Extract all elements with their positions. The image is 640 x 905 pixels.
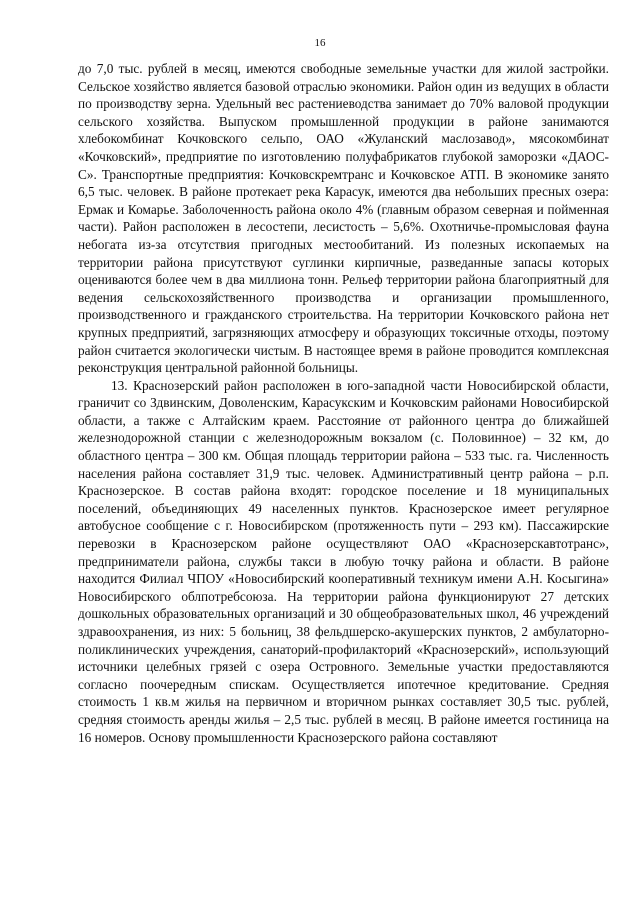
paragraph-kochkovsky-continuation: до 7,0 тыс. рублей в месяц, имеются свободные земельные участки для жилой застройки. Сельское хозяйство является базовой отраслью экономики. Район один из ведущих в области по производству зерна. Удельный вес растениеводства занимает до 70% валовой продукции сельского хозяйства. Выпуском промышленной продукции в районе занимаются хлебокомбинат Кочковского сельпо, ОАО «Жуланский маслозавод», мясокомбинат «Кочковский», предприятие по изготовлению полуфабрикатов глубокой заморозки «ДАОС-С». Транспортные предприятия: Кочковскремтранс и Кочковское АТП. В экономике занято 6,5 тыс. человек. В районе протекает река Карасук, имеются два небольших пресных озера: Ермак и Комарье. Заболоченность района около 4% (главным образом северная и пойменная части). Район расположен в лесостепи, лесистость – 5,6%. Охотничье-промысловая фауна небогата из-за отсутствия пригодных местообитаний. Из полезных ископаемых на территории района присутствуют суглинки кирпичные, разведанные запасы которых оцениваются более чем в два миллиона тонн. Рельеф территории района благоприятный для ведения сельскохозяйственного производства и организации промышленного, производственного и гражданского строительства. На территории Кочковского района нет крупных предприятий, загрязняющих атмосферу и образующих токсичные отходы, поэтому район считается экологически чистым. В настоящее время в районе проводится комплексная реконструкция центральной районной больницы. <box>78 61 609 376</box>
paragraph-krasnozersky-district: 13. Краснозерский район расположен в юго-западной части Новосибирской области, граничит со Здвинским, Доволенским, Карасукским и Кочковским районами Новосибирской области, а также с Алтайским краем. Расстояние от районного центра до ближайшей железнодорожной станции с железнодорожным вокзалом (с. Половинное) – 32 км, до областного центра – 300 км. Общая площадь территории района – 533 тыс. га. Численность населения района составляет 31,9 тыс. человек. Административный центр района – р.п. Краснозерское. В состав района входят: городское поселение и 18 муниципальных поселений, объединяющих 49 населенных пунктов. Краснозерское имеет регулярное автобусное сообщение с г. Новосибирском (протяженность пути – 293 км). Пассажирские перевозки в Краснозерском районе осуществляют ОАО «Краснозерскавтотранс», предприниматели района, службы такси в любую точку района и области. В районе находится Филиал ЧПОУ «Новосибирский кооперативный техникум имени А.Н. Косыгина» Новосибирского облпотребсоюза. На территории района функционируют 27 детских дошкольных образовательных организаций и 30 общеобразовательных школ, 46 учреждений здравоохранения, из них: 5 больниц, 38 фельдшерско-акушерских пунктов, 2 амбулаторно-поликлинических учреждения, санаторий-профилакторий «Краснозерский», использующий источники целебных грязей с озера Островного. Земельные участки предоставляются согласно поочередным спискам. Осуществляется ипотечное кредитование. Средняя стоимость 1 кв.м жилья на первичном и вторичном рынках составляет 30,5 тыс. рублей, средняя стоимость аренды жилья – 2,5 тыс. рублей в месяц. В районе имеется гостиница на 16 номеров. Основу промышленности Краснозерского района составляют <box>78 377 609 745</box>
page-number: 16 <box>314 37 326 49</box>
document-body <box>78 60 609 746</box>
